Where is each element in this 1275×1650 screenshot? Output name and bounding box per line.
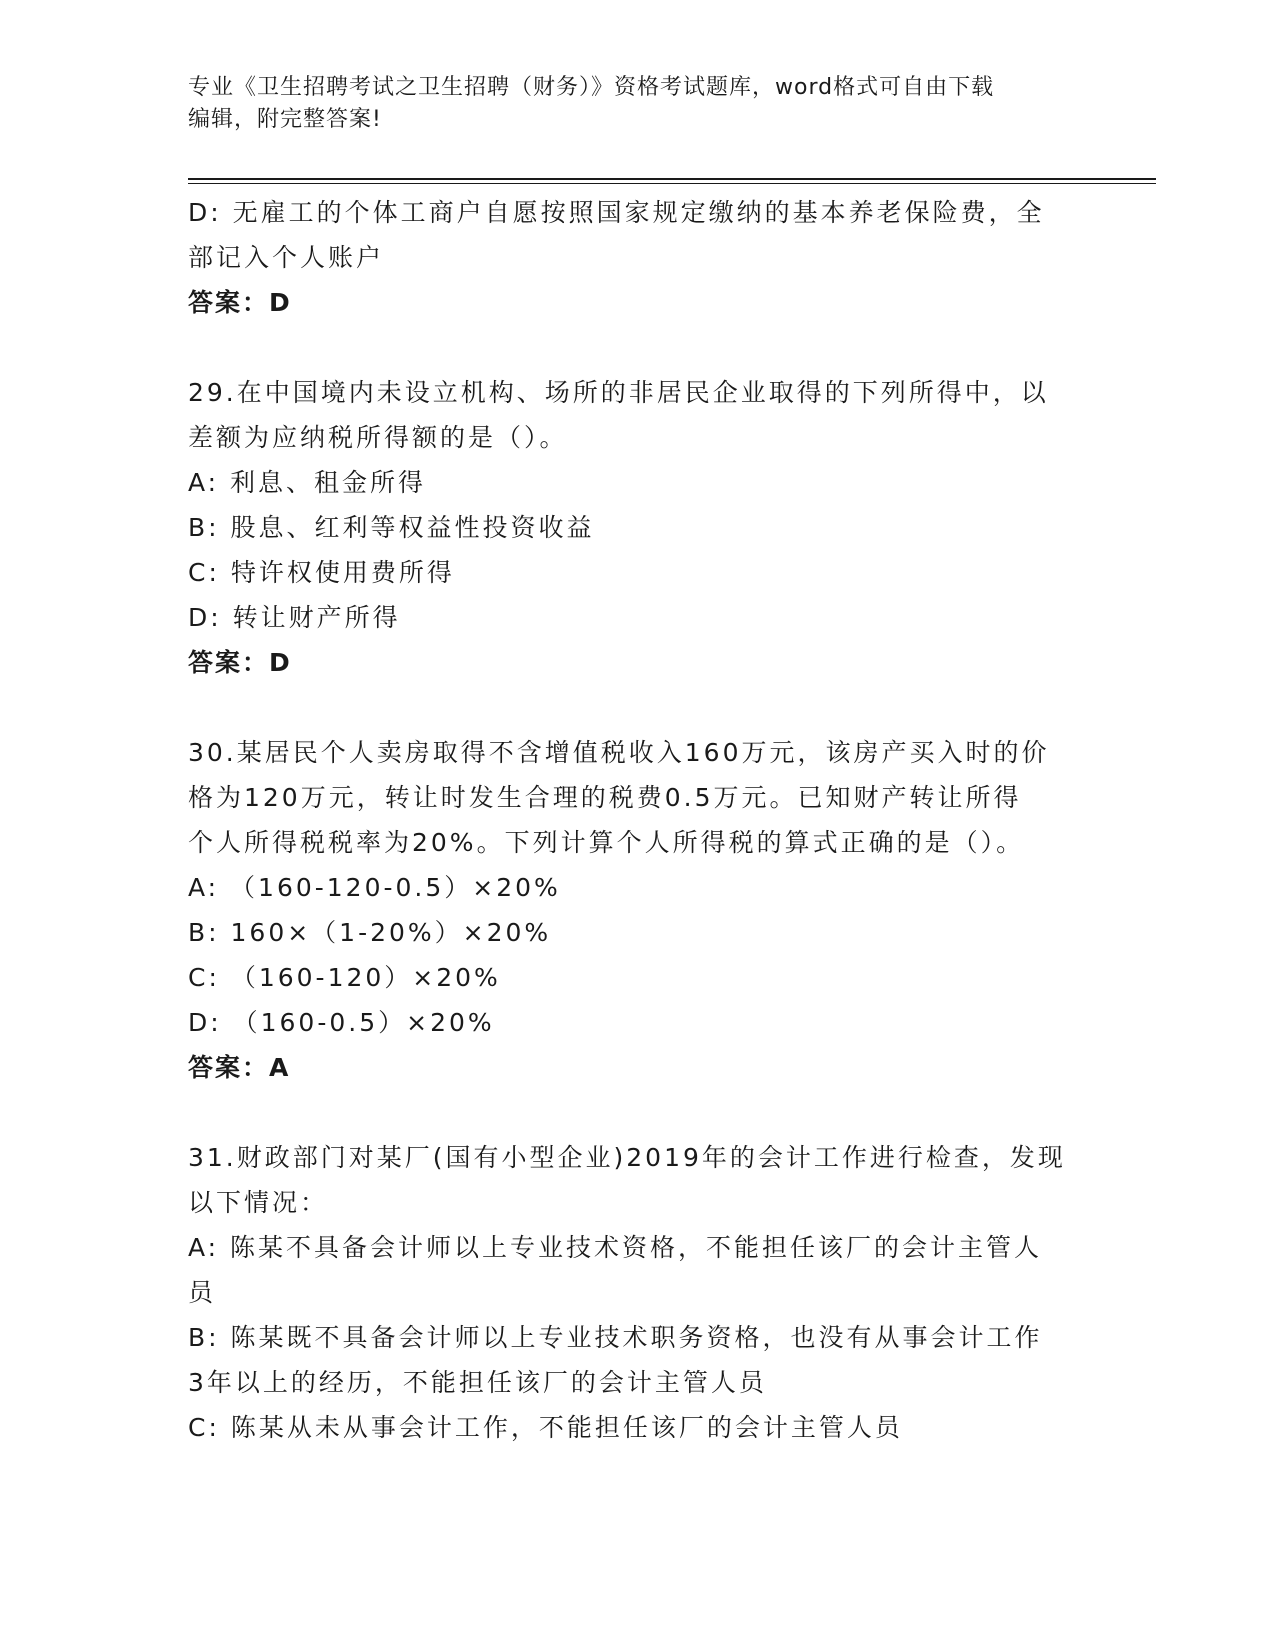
- option-a: A: （160-120-0.5）×20%: [188, 873, 561, 902]
- document-body: [188, 190, 1088, 1450]
- option-a: A: 陈某不具备会计师以上专业技术资格，不能担任该厂的会计主管人: [188, 1233, 1043, 1262]
- question-29: [188, 370, 1088, 685]
- page-header: [188, 72, 1088, 136]
- answer: 答案：D: [188, 648, 292, 677]
- option-b: B: 陈某既不具备会计师以上专业技术职务资格，也没有从事会计工作: [188, 1323, 1043, 1352]
- option-c: C: 特许权使用费所得: [188, 558, 455, 587]
- question-stem-cont: 个人所得税税率为20%。下列计算个人所得税的算式正确的是（）。: [188, 828, 1025, 857]
- question-stem-cont: 差额为应纳税所得额的是（）。: [188, 423, 568, 452]
- question-31: [188, 1135, 1088, 1450]
- question-stem: 30.某居民个人卖房取得不含增值税收入160万元，该房产买入时的价: [188, 738, 1050, 767]
- question-stem: 31.财政部门对某厂(国有小型企业)2019年的会计工作进行检查，发现: [188, 1143, 1066, 1172]
- header-divider: [188, 178, 1156, 180]
- question-stem-cont: 格为120万元，转让时发生合理的税费0.5万元。已知财产转让所得: [188, 783, 1022, 812]
- option-a: A: 利息、租金所得: [188, 468, 427, 497]
- option-a-cont: 员: [188, 1278, 217, 1307]
- header-divider-thin: [188, 183, 1156, 184]
- option-b-cont: 3年以上的经历，不能担任该厂的会计主管人员: [188, 1368, 767, 1397]
- header-line-2: 编辑，附完整答案!: [188, 107, 382, 132]
- header-line-1: 专业《卫生招聘考试之卫生招聘（财务）》资格考试题库，word格式可自由下载: [188, 75, 995, 100]
- option-d-cont: 部记入个人账户: [188, 243, 385, 272]
- option-c: C: （160-120）×20%: [188, 963, 501, 992]
- question-stem-cont: 以下情况：: [188, 1188, 329, 1217]
- answer: 答案：A: [188, 1053, 291, 1082]
- prev-question: [188, 190, 1088, 325]
- option-c: C: 陈某从未从事会计工作，不能担任该厂的会计主管人员: [188, 1413, 903, 1442]
- option-d: D: 转让财产所得: [188, 603, 401, 632]
- option-b: B: 股息、红利等权益性投资收益: [188, 513, 595, 542]
- question-stem: 29.在中国境内未设立机构、场所的非居民企业取得的下列所得中，以: [188, 378, 1049, 407]
- option-b: B: 160×（1-20%）×20%: [188, 918, 552, 947]
- option-d: D: 无雇工的个体工商户自愿按照国家规定缴纳的基本养老保险费，全: [188, 198, 1045, 227]
- option-d: D: （160-0.5）×20%: [188, 1008, 495, 1037]
- answer: 答案：D: [188, 288, 292, 317]
- question-30: [188, 730, 1088, 1090]
